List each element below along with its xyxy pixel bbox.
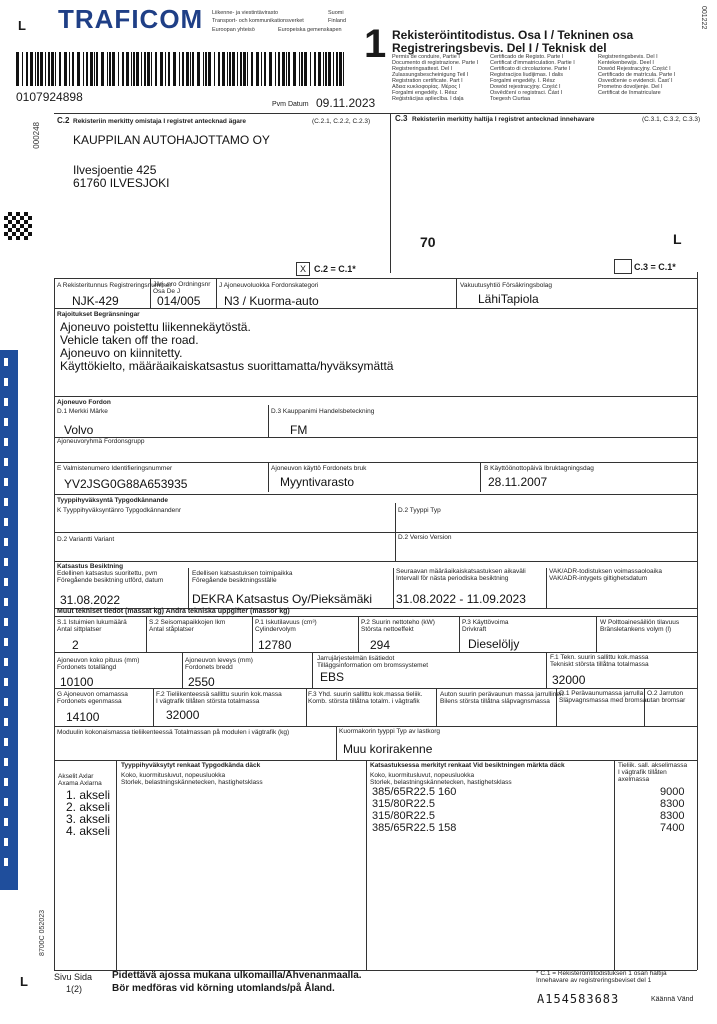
last-inspection-date: 31.08.2022 bbox=[60, 593, 121, 607]
restriction-line-2: Vehicle taken off the road. bbox=[60, 333, 199, 347]
trailer-mass-label: Auton suurin perävaunun massa jarrullinen Bilens största tillåtna släpvagnsmassa bbox=[440, 691, 564, 705]
issue-date-label: Pvm Datum bbox=[272, 101, 309, 108]
module-mass-label: Moduulin kokonaismassa tieliikenteessä Totalmassan på modulen i vägtrafik (kg) bbox=[57, 729, 290, 736]
c2-equals-c1: C.2 = C.1* bbox=[314, 264, 356, 274]
qr-code bbox=[4, 212, 32, 240]
next-inspection-interval: 31.08.2022 - 11.09.2023 bbox=[396, 592, 526, 606]
turn-page: Käännä Vänd bbox=[651, 996, 694, 1003]
version-label: D.2 Versio Version bbox=[398, 534, 452, 541]
vehicle-section-title: Ajoneuvo Fordon bbox=[57, 399, 111, 406]
owner-label-sub: (C.2.1, C.2.2, C.2.3) bbox=[312, 118, 371, 125]
owner-code: C.2 bbox=[57, 116, 70, 125]
first-use-label: B Käyttöönottopäivä Ibruktagningsdag bbox=[484, 465, 594, 472]
type-approval-title: Tyyppihyväksyntä Typgodkännande bbox=[57, 497, 169, 504]
combination-mass-label: F.3 Yhd. suurin sallittu kok.massa tieliik. Komb. största tillåtna totalm. i vägtrafik bbox=[308, 691, 423, 705]
serial-number: A154583683 bbox=[537, 992, 620, 1006]
axle-mass-4: 7400 bbox=[660, 822, 685, 834]
inspected-tyre-3: 315/80R22.5 bbox=[372, 810, 435, 822]
road-mass-label: F.2 Tieliikenteessä sallittu suurin kok.massa I vägtrafik tillåten största totalmassa bbox=[156, 691, 282, 705]
standing-label: S.2 Seisomapaikkojen lkm Antal ståplatser bbox=[149, 619, 226, 633]
side-code-right: 001222 bbox=[700, 6, 707, 30]
max-tech-mass: 32000 bbox=[552, 673, 586, 687]
usage: Myyntivarasto bbox=[280, 475, 355, 489]
braked-trailer-label: O.1 Perävaunumassa jarrulla Släpvagnsmassa med bromsar bbox=[559, 690, 649, 704]
owner-city: 61760 ILVESJOKI bbox=[73, 176, 170, 190]
approved-tyres-sub: Koko, kuormitusluvut, nopeusluokka Storlek, belastningskännetecken, hastighetsklass bbox=[121, 772, 263, 786]
axles-label: Akselit Axlar Axama Axlarna bbox=[58, 773, 102, 787]
reg-number: NJK-429 bbox=[72, 294, 119, 308]
axle-3: 3. akseli bbox=[66, 812, 111, 826]
axle-mass-label: Tieliik. sall. akselimassa I vägtrafik tillåten axelmassa bbox=[618, 762, 688, 783]
inspected-tyre-1: 385/65R22.5 160 bbox=[372, 786, 457, 798]
body-type-label: Kuormakorin tyyppi Typ av lastkorg bbox=[339, 728, 441, 735]
vehicle-category-label: J Ajoneuvoluokka Fordonskategori bbox=[219, 282, 319, 289]
usage-label: Ajoneuvon käyttö Fordonets bruk bbox=[271, 465, 367, 472]
next-inspection-label: Seuraavan määräaikaiskatsastuksen aikaväli Intervall för nästa periodiska besiktning bbox=[396, 568, 526, 582]
inspected-tyre-4: 385/65R22.5 158 bbox=[372, 822, 457, 834]
displacement: 12780 bbox=[258, 638, 292, 652]
form-code-bottom: 8700C 052023 bbox=[39, 910, 46, 956]
owner-street: Ilvesjoentie 425 bbox=[73, 163, 157, 177]
inspected-tyres-sub: Koko, kuormitusluvut, nopeusluokka Storlek, belastningskännetecken, hastighetsklass bbox=[370, 772, 512, 786]
fuel-tank-label: W Polttoainesäiliön tilavuus Bränsletankens volym (l) bbox=[600, 619, 680, 633]
fuel: Dieselöljy bbox=[468, 637, 520, 651]
type-label: D.2 Tyyppi Typ bbox=[398, 507, 441, 514]
curb-mass-label: G Ajoneuvon omamassa Fordonets egenmassa bbox=[57, 691, 128, 705]
security-strip bbox=[0, 350, 18, 890]
country-sv: Finland bbox=[328, 18, 347, 24]
width-label: Ajoneuvon leveys (mm) Fordonets bredd bbox=[185, 657, 253, 671]
traficom-logo: TRAFICOM bbox=[58, 4, 204, 34]
length-label: Ajoneuvon koko pituus (mm) Fordonets totallängd bbox=[57, 657, 140, 671]
holder-corner-l: L bbox=[673, 231, 682, 247]
vak-adr-label: VAK/ADR-todistuksen voimassaoloaika VAK/ADR-intygets giltighetsdatum bbox=[549, 568, 662, 582]
vehicle-group-label: Ajoneuvoryhmä Fordonsgrupp bbox=[57, 438, 145, 445]
order-number-label-2: Osa De J bbox=[153, 288, 181, 295]
issue-date: 09.11.2023 bbox=[316, 96, 376, 110]
fuel-label: P.3 Käyttövoima Drivkraft bbox=[462, 619, 509, 633]
seats: 2 bbox=[72, 638, 79, 652]
inspection-station: DEKRA Katsastus Oy/Pieksämäki bbox=[192, 592, 373, 606]
vin-label: E Valmistenumero Identifieringsnummer bbox=[57, 465, 173, 472]
make: Volvo bbox=[64, 423, 94, 437]
eu-sv: Europeiska gemenskapen bbox=[278, 27, 342, 33]
restriction-line-3: Ajoneuvo on kiinnitetty. bbox=[60, 346, 183, 360]
displacement-label: P.1 Iskutilavuus (cm³) Cylindervolym bbox=[255, 619, 317, 633]
c2-checkbox[interactable]: X bbox=[296, 262, 310, 276]
reg-number-label: A Rekisteritunnus Registreringsnummer bbox=[57, 282, 172, 289]
axle-1: 1. akseli bbox=[66, 788, 111, 802]
order-number-label: Järj. nro Ordningsnr bbox=[153, 281, 211, 288]
document-title-fi: Rekisteröintitodistus. Osa I / Tekninen osa bbox=[392, 28, 634, 42]
document-title-sv: Registreringsbevis. Del I / Teknisk del bbox=[392, 41, 607, 55]
axle-4: 4. akseli bbox=[66, 824, 111, 838]
inspected-tyres-label: Katsastuksessa merkityt renkaat Vid besiktningen märkta däck bbox=[370, 762, 565, 769]
insurer: LähiTapiola bbox=[478, 292, 539, 306]
agency-name-sv: Transport- och kommunikationsverket bbox=[212, 18, 304, 24]
inspection-title: Katsastus Besiktning bbox=[57, 563, 124, 570]
axle-2: 2. akseli bbox=[66, 800, 111, 814]
type-approval-number-label: K Tyyppihyväksyntänro Typgodkännandenr bbox=[57, 507, 182, 514]
eu-fi: Euroopan yhteisö bbox=[212, 27, 255, 33]
axle-mass-3: 8300 bbox=[660, 810, 685, 822]
inspected-tyre-2: 315/80R22.5 bbox=[372, 798, 435, 810]
holder-number: 70 bbox=[420, 234, 436, 250]
restriction-line-1: Ajoneuvo poistettu liikennekäytöstä. bbox=[60, 320, 251, 334]
owner-name: KAUPPILAN AUTOHAJOTTAMO OY bbox=[73, 133, 270, 147]
order-number: 014/005 bbox=[157, 294, 201, 308]
carry-notice-fi: Pidettävä ajossa mukana ulkomailla/Ahvenanmaalla. bbox=[112, 970, 362, 981]
approved-tyres-label: Tyyppihyväksytyt renkaat Typgodkända däck bbox=[121, 762, 261, 769]
last-inspection-label: Edellinen katsastus suoritettu, pvm Föregående besiktning utförd, datum bbox=[57, 570, 164, 584]
brake-info: EBS bbox=[320, 670, 345, 684]
variant-label: D.2 Variantti Variant bbox=[57, 536, 115, 543]
corner-mark-bottom-left: L bbox=[20, 974, 28, 989]
translations-col-2: Certificado de Registo. Parte I Certificat d'immatriculation. Partie I Certificato di circolazione. Parte I Registracijos liudijimas. I dalis Forgalmi engedély. I. Rész Dowód rejestracyjny. Część I Osvědčení o registraci. Část I Toegesh Ciurtaa bbox=[490, 54, 575, 102]
curb-mass: 14100 bbox=[66, 710, 100, 724]
max-tech-mass-label: F.1 Tekn. suurin sallittu kok.massa Tekniskt största tillåtna totalmassa bbox=[550, 654, 649, 668]
corner-mark-left: L bbox=[18, 18, 26, 33]
inspection-station-label: Edellisen katsastuksen toimipaikka Föregående besiktningsställe bbox=[192, 570, 293, 584]
holder-label-sub: (C.3.1, C.3.2, C.3.3) bbox=[642, 116, 701, 123]
page-number-large: 1 bbox=[364, 22, 387, 66]
holder-label: Rekisteriin merkitty haltija I registret antecknad innehavare bbox=[412, 116, 595, 123]
holder-code: C.3 bbox=[395, 114, 408, 123]
vehicle-category: N3 / Kuorma-auto bbox=[224, 294, 319, 308]
first-use-date: 28.11.2007 bbox=[488, 475, 548, 489]
country-fi: Suomi bbox=[328, 10, 344, 16]
c3-checkbox[interactable] bbox=[614, 259, 632, 274]
barcode-number: 0107924898 bbox=[16, 90, 83, 104]
width: 2550 bbox=[188, 675, 215, 689]
agency-name-fi: Liikenne- ja viestintävirasto bbox=[212, 10, 279, 16]
unbraked-trailer-label: O.2 Jarruton utan bromsar bbox=[647, 690, 686, 704]
c3-equals-c1: C.3 = C.1* bbox=[634, 262, 676, 272]
carry-notice-sv: Bör medföras vid körning utomlands/på Åland. bbox=[112, 983, 335, 994]
axle-mass-1: 9000 bbox=[660, 786, 685, 798]
owner-label: Rekisteriin merkitty omistaja I registret antecknad ägare bbox=[73, 118, 247, 125]
translations-col-3: Registreringsbevis. Del I Kentekenbewijs. Deel I Dowód Rejestracyjny. Część I Certificado de matrícula. Parte I Osvedčenie o evidencii. Časť I Prometno dovoljenje. Del I Certificat de înmatriculare bbox=[598, 54, 676, 96]
body-type: Muu korirakenne bbox=[343, 742, 433, 756]
axle-mass-2: 8300 bbox=[660, 798, 685, 810]
footnote: * C.1 = Rekisteröintitodistuksen 1 osan haltija Innehavare av registreringsbeviset del 1 bbox=[536, 970, 667, 984]
restriction-line-4: Käyttökielto, määräaikaiskatsastus suorittamatta/hyväksymättä bbox=[60, 359, 394, 373]
seats-label: S.1 Istuimien lukumäärä Antal sittplatser bbox=[57, 619, 127, 633]
translations-col-1: Permis de conduire, Partie I Documento di registrazione. Parte I Registreringsattest. Del I Zulassungsbescheinigung Teil I Registration certificate. Part I Αδεια κυκλοφορίας. Μέρος Ι Forgalmi engedély. I. Rész Reģistrācijas apliecība. I daļa bbox=[392, 54, 479, 102]
brake-info-label: Jarrujärjestelmän lisätiedot Tilläggsinformation om bromssystemet bbox=[317, 655, 429, 669]
restrictions-label: Rajoitukset Begränsningar bbox=[57, 311, 140, 318]
trade-name: FM bbox=[290, 423, 308, 437]
insurer-label: Vakuutusyhtiö Försäkringsbolag bbox=[460, 282, 553, 289]
page-value: 1(2) bbox=[66, 984, 83, 994]
left-code: 000248 bbox=[32, 122, 41, 149]
length: 10100 bbox=[60, 675, 94, 689]
road-mass: 32000 bbox=[166, 708, 200, 722]
make-label: D.1 Merkki Märke bbox=[57, 408, 108, 415]
power-label: P.2 Suurin nettoteho (kW) Största nettoeffekt bbox=[361, 619, 435, 633]
barcode bbox=[16, 52, 346, 86]
page-label: Sivu Sida bbox=[54, 972, 93, 982]
trade-name-label: D.3 Kauppanimi Handelsbeteckning bbox=[271, 408, 375, 415]
vin: YV2JSG0G88A653935 bbox=[64, 477, 188, 491]
tech-title: Muut tekniset tiedot (massat kg) Andra tekniska uppgifter (massor kg) bbox=[57, 608, 290, 615]
power: 294 bbox=[370, 638, 391, 652]
